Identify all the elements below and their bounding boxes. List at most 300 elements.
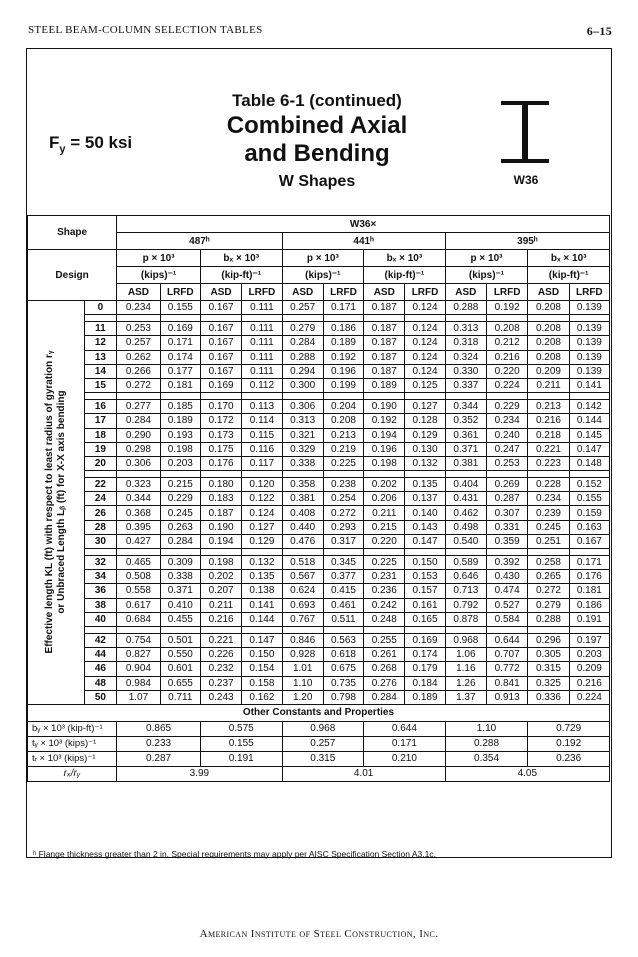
table-row	[28, 520, 610, 534]
kl-value: 48	[84, 676, 117, 690]
table-cell: 0.161	[405, 598, 445, 612]
table-cell: 0.167	[200, 336, 241, 350]
table-cell: 0.155	[160, 301, 200, 315]
table-cell: 0.176	[200, 456, 241, 470]
table-cell: 0.254	[323, 492, 363, 506]
constant-label: tᵣ × 10³ (kips)⁻¹	[28, 751, 117, 766]
p-unit: (kips)⁻¹	[282, 267, 364, 284]
table-cell: 1.37	[445, 690, 486, 704]
table-cell: 0.318	[445, 336, 486, 350]
table-cell: 0.122	[242, 492, 282, 506]
ratio-row	[28, 766, 610, 781]
table-cell: 0.269	[487, 478, 528, 492]
p-header: p × 10³	[117, 250, 201, 267]
gap-cell	[364, 626, 405, 633]
table-cell: 1.06	[445, 648, 486, 662]
table-cell: 0.204	[323, 400, 363, 414]
gap-cell	[445, 471, 486, 478]
table-cell: 0.540	[445, 534, 486, 548]
yield-stress-label	[49, 133, 132, 155]
table-row	[28, 336, 610, 350]
table-row	[28, 442, 610, 456]
table-cell: 0.147	[242, 633, 282, 647]
table-cell: 0.518	[282, 556, 323, 570]
table-row	[28, 598, 610, 612]
gap-cell	[445, 393, 486, 400]
table-cell: 0.220	[487, 364, 528, 378]
constant-value: 1.10	[445, 721, 528, 736]
table-cell: 0.225	[364, 556, 405, 570]
table-cell: 0.224	[487, 378, 528, 392]
gap-cell	[160, 549, 200, 556]
table-cell: 0.139	[569, 336, 609, 350]
table-cell: 0.141	[242, 598, 282, 612]
gap-cell	[405, 315, 445, 322]
table-cell: 0.258	[528, 556, 569, 570]
table-cell: 0.139	[569, 301, 609, 315]
table-cell: 0.284	[117, 414, 161, 428]
table-cell: 0.186	[323, 322, 363, 336]
gap-cell	[282, 626, 323, 633]
table-cell: 0.171	[160, 336, 200, 350]
table-cell: 0.198	[364, 456, 405, 470]
table-cell: 0.187	[364, 301, 405, 315]
kl-value: 22	[84, 478, 117, 492]
table-cell: 0.245	[528, 520, 569, 534]
table-cell: 0.208	[528, 301, 569, 315]
table-cell: 0.196	[323, 364, 363, 378]
table-cell: 0.150	[405, 556, 445, 570]
table-cell: 0.167	[200, 350, 241, 364]
p-unit: (kips)⁻¹	[117, 267, 201, 284]
table-cell: 0.841	[487, 676, 528, 690]
table-cell: 0.232	[200, 662, 241, 676]
kl-value: 15	[84, 378, 117, 392]
p-header: p × 10³	[282, 250, 364, 267]
table-cell: 0.624	[282, 584, 323, 598]
table-cell: 0.130	[405, 442, 445, 456]
gap-cell	[364, 471, 405, 478]
group-gap	[28, 393, 610, 400]
axis-label-line1: Effective length KL (ft) with respect to least radius of gyration rᵧ	[43, 350, 55, 654]
table-cell: 0.224	[569, 690, 609, 704]
effective-length-axis-text	[44, 351, 68, 654]
i-beam-icon	[495, 99, 555, 165]
lrfd-header: LRFD	[160, 284, 200, 301]
kl-value: 40	[84, 612, 117, 626]
table-cell: 0.141	[569, 378, 609, 392]
table-cell: 0.251	[528, 534, 569, 548]
table-cell: 0.279	[282, 322, 323, 336]
table-cell: 0.558	[117, 584, 161, 598]
table-cell: 0.228	[528, 478, 569, 492]
axis-label-line2: or Unbraced Length Lᵦ (ft) for X-X axis bending	[55, 390, 67, 615]
table-cell: 0.234	[487, 414, 528, 428]
table-cell: 0.707	[487, 648, 528, 662]
table-cell: 0.276	[364, 676, 405, 690]
table-cell: 0.120	[242, 478, 282, 492]
constant-value: 0.287	[117, 751, 201, 766]
table-cell: 0.430	[487, 570, 528, 584]
gap-cell	[117, 626, 161, 633]
table-cell: 0.288	[282, 350, 323, 364]
table-cell: 0.139	[569, 364, 609, 378]
table-cell: 0.157	[405, 584, 445, 598]
table-cell: 0.336	[528, 690, 569, 704]
table-cell: 0.321	[282, 428, 323, 442]
table-cell: 0.190	[364, 400, 405, 414]
gap-cell	[242, 315, 282, 322]
table-cell: 0.693	[282, 598, 323, 612]
page-number: 6–15	[586, 24, 612, 38]
table-cell: 0.243	[200, 690, 241, 704]
table-cell: 0.158	[242, 676, 282, 690]
kl-value: 38	[84, 598, 117, 612]
table-cell: 0.476	[282, 534, 323, 548]
table-cell: 0.284	[282, 336, 323, 350]
table-cell: 0.767	[282, 612, 323, 626]
table-cell: 0.361	[445, 428, 486, 442]
table-cell: 0.208	[528, 350, 569, 364]
table-cell: 0.371	[160, 584, 200, 598]
table-cell: 0.198	[160, 442, 200, 456]
constant-row	[28, 736, 610, 751]
table-cell: 0.150	[242, 648, 282, 662]
lrfd-header: LRFD	[569, 284, 609, 301]
table-cell: 0.904	[117, 662, 161, 676]
table-cell: 0.208	[323, 414, 363, 428]
table-cell: 0.215	[160, 478, 200, 492]
bx-unit: (kip-ft)⁻¹	[528, 267, 610, 284]
kl-value: 13	[84, 350, 117, 364]
gap-cell	[282, 471, 323, 478]
table-cell: 0.154	[242, 662, 282, 676]
gap-cell	[84, 315, 117, 322]
gap-cell	[364, 315, 405, 322]
table-cell: 0.167	[200, 301, 241, 315]
table-cell: 0.827	[117, 648, 161, 662]
ratio-value: 4.01	[282, 766, 445, 781]
table-cell: 0.772	[487, 662, 528, 676]
effective-length-axis-label	[28, 301, 85, 705]
table-cell: 0.202	[200, 570, 241, 584]
table-row	[28, 570, 610, 584]
kl-value: 42	[84, 633, 117, 647]
gap-cell	[282, 315, 323, 322]
gap-cell	[84, 393, 117, 400]
table-cell: 0.144	[569, 414, 609, 428]
table-cell: 0.329	[282, 442, 323, 456]
table-cell: 0.381	[282, 492, 323, 506]
table-cell: 0.711	[160, 690, 200, 704]
table-cell: 0.296	[528, 633, 569, 647]
table-cell: 1.16	[445, 662, 486, 676]
table-cell: 0.187	[364, 336, 405, 350]
constant-value: 0.865	[117, 721, 201, 736]
table-cell: 0.216	[528, 414, 569, 428]
table-cell: 0.567	[282, 570, 323, 584]
kl-value: 16	[84, 400, 117, 414]
table-cell: 0.331	[487, 520, 528, 534]
table-cell: 0.189	[364, 378, 405, 392]
gap-cell	[405, 626, 445, 633]
table-cell: 0.144	[242, 612, 282, 626]
table-cell: 0.511	[323, 612, 363, 626]
table-cell: 0.550	[160, 648, 200, 662]
asd-header: ASD	[117, 284, 161, 301]
table-cell: 0.846	[282, 633, 323, 647]
gap-cell	[405, 393, 445, 400]
table-cell: 0.139	[569, 350, 609, 364]
table-cell: 0.187	[364, 350, 405, 364]
asd-header: ASD	[282, 284, 323, 301]
table-cell: 0.192	[323, 350, 363, 364]
table-subtitle: W Shapes	[278, 173, 356, 190]
table-cell: 0.293	[323, 520, 363, 534]
table-cell: 0.124	[405, 336, 445, 350]
table-cell: 0.498	[445, 520, 486, 534]
table-cell: 0.644	[487, 633, 528, 647]
weight-header: 487ʰ	[117, 233, 282, 250]
constant-value: 0.315	[282, 751, 364, 766]
table-cell: 0.284	[364, 690, 405, 704]
table-cell: 0.115	[242, 428, 282, 442]
asd-header: ASD	[445, 284, 486, 301]
table-cell: 0.253	[487, 456, 528, 470]
table-cell: 0.180	[200, 478, 241, 492]
table-row	[28, 633, 610, 647]
constant-value: 0.288	[445, 736, 528, 751]
table-row	[28, 322, 610, 336]
table-cell: 0.111	[242, 301, 282, 315]
weight-header: 395ʰ	[445, 233, 609, 250]
constant-value: 0.236	[528, 751, 610, 766]
table-row	[28, 414, 610, 428]
table-cell: 0.501	[160, 633, 200, 647]
constants-title-row	[28, 704, 610, 721]
table-cell: 0.223	[528, 456, 569, 470]
table-cell: 0.675	[323, 662, 363, 676]
table-cell: 0.381	[445, 456, 486, 470]
table-row	[28, 364, 610, 378]
gap-cell	[242, 549, 282, 556]
ratio-value: 4.05	[445, 766, 609, 781]
group-gap	[28, 626, 610, 633]
table-cell: 0.184	[405, 676, 445, 690]
kl-value: 36	[84, 584, 117, 598]
lrfd-header: LRFD	[242, 284, 282, 301]
table-cell: 0.968	[445, 633, 486, 647]
table-cell: 0.229	[160, 492, 200, 506]
table-cell: 0.197	[569, 633, 609, 647]
table-cell: 0.169	[200, 378, 241, 392]
table-cell: 0.290	[117, 428, 161, 442]
constant-value: 0.354	[445, 751, 528, 766]
asd-header: ASD	[200, 284, 241, 301]
table-cell: 0.203	[569, 648, 609, 662]
gap-cell	[282, 393, 323, 400]
gap-cell	[445, 626, 486, 633]
table-cell: 0.185	[160, 400, 200, 414]
gap-cell	[405, 549, 445, 556]
shape-name: W36×	[117, 216, 610, 233]
table-cell: 0.174	[405, 648, 445, 662]
table-cell: 0.754	[117, 633, 161, 647]
table-cell: 0.206	[364, 492, 405, 506]
gap-cell	[242, 471, 282, 478]
constant-value: 0.644	[364, 721, 446, 736]
kl-value: 19	[84, 442, 117, 456]
table-cell: 0.684	[117, 612, 161, 626]
table-cell: 0.234	[528, 492, 569, 506]
table-cell: 0.508	[117, 570, 161, 584]
table-cell: 0.193	[160, 428, 200, 442]
table-cell: 0.152	[569, 478, 609, 492]
table-cell: 0.163	[569, 520, 609, 534]
table-cell: 0.298	[117, 442, 161, 456]
bx-header: bₓ × 10³	[528, 250, 610, 267]
publisher-line: American Institute of Steel Construction, Inc.	[199, 928, 439, 940]
table-cell: 0.266	[117, 364, 161, 378]
table-cell: 1.10	[282, 676, 323, 690]
table-cell: 0.196	[364, 442, 405, 456]
gap-cell	[323, 315, 363, 322]
table-cell: 0.257	[117, 336, 161, 350]
table-cell: 0.431	[445, 492, 486, 506]
table-cell: 0.124	[405, 364, 445, 378]
table-cell: 0.116	[242, 442, 282, 456]
table-cell: 0.323	[117, 478, 161, 492]
table-cell: 0.148	[569, 456, 609, 470]
table-cell: 0.455	[160, 612, 200, 626]
gap-cell	[200, 626, 241, 633]
table-cell: 0.198	[200, 556, 241, 570]
table-cell: 0.317	[323, 534, 363, 548]
table-row	[28, 690, 610, 704]
table-cell: 0.199	[323, 378, 363, 392]
table-cell: 0.440	[282, 520, 323, 534]
table-cell: 0.377	[323, 570, 363, 584]
table-cell: 0.589	[445, 556, 486, 570]
table-cell: 0.928	[282, 648, 323, 662]
table-cell: 0.190	[200, 520, 241, 534]
table-cell: 0.145	[569, 428, 609, 442]
table-cell: 0.132	[242, 556, 282, 570]
constant-value: 0.192	[528, 736, 610, 751]
table-cell: 0.344	[445, 400, 486, 414]
table-cell: 0.307	[487, 506, 528, 520]
table-cell: 0.216	[487, 350, 528, 364]
table-cell: 0.300	[282, 378, 323, 392]
constant-label: tᵧ × 10³ (kips)⁻¹	[28, 736, 117, 751]
table-cell: 0.408	[282, 506, 323, 520]
table-cell: 0.140	[405, 506, 445, 520]
table-cell: 0.209	[528, 364, 569, 378]
weight-header: 441ʰ	[282, 233, 445, 250]
table-cell: 0.114	[242, 414, 282, 428]
kl-value: 50	[84, 690, 117, 704]
constant-value: 0.171	[364, 736, 446, 751]
table-cell: 0.127	[242, 520, 282, 534]
kl-value: 12	[84, 336, 117, 350]
table-cell: 0.113	[242, 400, 282, 414]
table-cell: 0.124	[405, 322, 445, 336]
gap-cell	[569, 315, 609, 322]
gap-cell	[200, 549, 241, 556]
table-cell: 0.371	[445, 442, 486, 456]
table-cell: 0.211	[200, 598, 241, 612]
constant-row	[28, 751, 610, 766]
gap-cell	[569, 549, 609, 556]
kl-value: 14	[84, 364, 117, 378]
design-header: Design	[28, 250, 117, 301]
table-cell: 0.203	[160, 456, 200, 470]
table-cell: 0.287	[487, 492, 528, 506]
table-cell: 0.306	[117, 456, 161, 470]
table-cell: 0.124	[405, 301, 445, 315]
table-cell: 0.265	[528, 570, 569, 584]
table-cell: 0.288	[445, 301, 486, 315]
gap-cell	[84, 626, 117, 633]
lrfd-header: LRFD	[487, 284, 528, 301]
constant-label: bᵧ × 10³ (kip-ft)⁻¹	[28, 721, 117, 736]
gap-cell	[569, 471, 609, 478]
fy-value: = 50 ksi	[65, 133, 133, 152]
gap-cell	[282, 549, 323, 556]
table-cell: 0.142	[569, 400, 609, 414]
table-row	[28, 648, 610, 662]
table-cell: 0.181	[569, 584, 609, 598]
table-cell: 0.221	[528, 442, 569, 456]
table-cell: 0.655	[160, 676, 200, 690]
table-cell: 0.236	[364, 584, 405, 598]
table-cell: 0.167	[200, 364, 241, 378]
table-cell: 0.111	[242, 336, 282, 350]
table-cell: 0.415	[323, 584, 363, 598]
table-cell: 0.345	[323, 556, 363, 570]
kl-value: 0	[84, 301, 117, 315]
table-cell: 0.245	[160, 506, 200, 520]
table-cell: 0.189	[405, 690, 445, 704]
gap-cell	[528, 471, 569, 478]
table-cell: 0.306	[282, 400, 323, 414]
table-cell: 0.129	[242, 534, 282, 548]
table-cell: 0.247	[487, 442, 528, 456]
table-row	[28, 612, 610, 626]
table-cell: 0.427	[117, 534, 161, 548]
table-cell: 0.155	[569, 492, 609, 506]
table-cell: 0.713	[445, 584, 486, 598]
group-gap	[28, 315, 610, 322]
table-cell: 0.392	[487, 556, 528, 570]
table-cell: 0.261	[364, 648, 405, 662]
footnote: ʰ Flange thickness greater than 2 in. Special requirements may apply per AISC Specification Section A3.1c.	[33, 849, 436, 859]
table-cell: 0.191	[569, 612, 609, 626]
group-gap	[28, 549, 610, 556]
table-cell: 0.237	[200, 676, 241, 690]
table-cell: 0.410	[160, 598, 200, 612]
table-cell: 0.167	[200, 322, 241, 336]
table-cell: 0.124	[242, 506, 282, 520]
gap-cell	[528, 315, 569, 322]
table-cell: 0.338	[160, 570, 200, 584]
gap-cell	[200, 315, 241, 322]
table-cell: 0.175	[200, 442, 241, 456]
kl-value: 30	[84, 534, 117, 548]
table-cell: 0.325	[528, 676, 569, 690]
table-cell: 1.01	[282, 662, 323, 676]
table-cell: 0.117	[242, 456, 282, 470]
